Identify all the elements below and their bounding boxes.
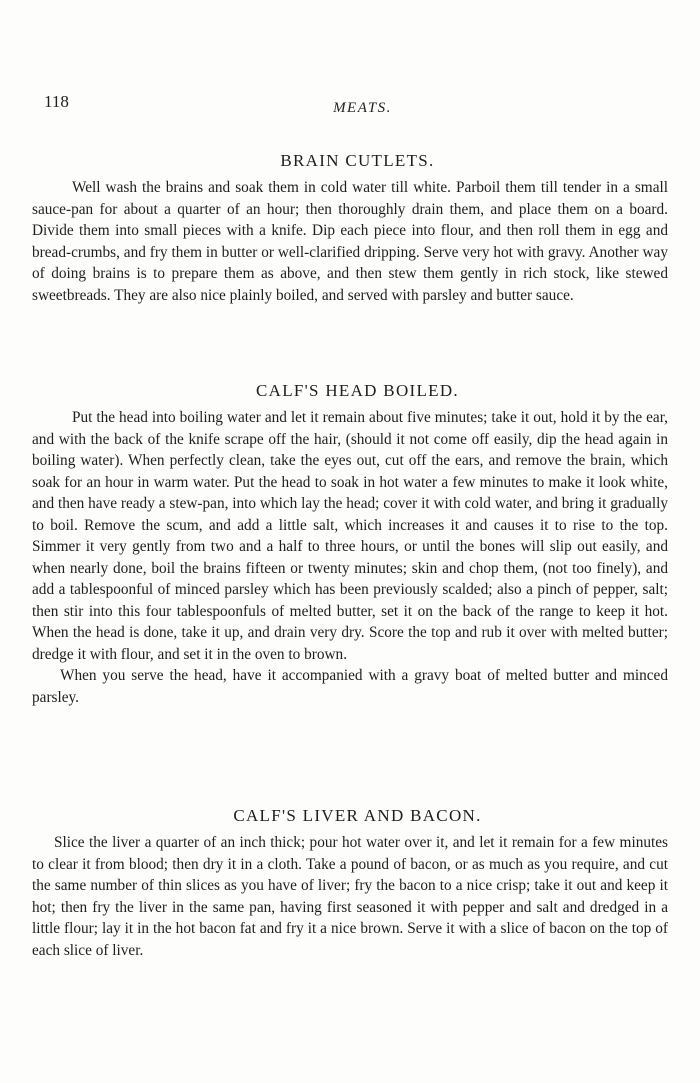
- section-calfs-head-boiled: [32, 381, 668, 708]
- section-brain-cutlets: [32, 151, 668, 306]
- section-title: CALF'S HEAD BOILED.: [256, 381, 459, 400]
- section-title: CALF'S LIVER AND BACON.: [233, 806, 482, 825]
- running-head: MEATS.: [333, 100, 392, 116]
- page-number: 118: [44, 92, 69, 111]
- paragraph: When you serve the head, have it accompanied with a gravy boat of melted butter and minced parsley.: [32, 667, 668, 706]
- paragraph: Slice the liver a quarter of an inch thick; pour hot water over it, and let it remain for a few minutes to clear it from blood; then dry it in a cloth. Take a pound of bacon, or as much as you require, and cut the same number of thin slices as you have of liver; fry the bacon to a nice crisp; take it out and keep it hot; then fry the liver in the same pan, having first seasoned it with pepper and salt and dredged in a little flour; lay it in the hot bacon fat and fry it a nice brown. Serve it with a slice of bacon on the top of each slice of liver.: [32, 834, 668, 959]
- section-calfs-liver-and-bacon: [32, 806, 668, 961]
- section-title: BRAIN CUTLETS.: [280, 151, 435, 170]
- paragraph: Well wash the brains and soak them in cold water till white. Parboil them till tender in a small sauce-pan for about a quarter of an hour; then thoroughly drain them, and place them on a board. Divide them into small pieces with a knife. Dip each piece into flour, and then roll them in egg and bread-crumbs, and fry them in butter or well-clarified dripping. Serve very hot with gravy. Another way of doing brains is to prepare them as above, and then stew them gently in rich stock, like stewed sweetbreads. They are also nice plainly boiled, and served with parsley and butter sauce.: [32, 179, 668, 304]
- paragraph: Put the head into boiling water and let it remain about five minutes; take it out, hold it by the ear, and with the back of the knife scrape off the hair, (should it not come off easily, dip the head again in boiling water). When perfectly clean, take the eyes out, cut off the ears, and remove the brain, which soak for an hour in warm water. Put the head to soak in hot water a few minutes to make it look white, and then have ready a stew-pan, into which lay the head; cover it with cold water, and bring it gradually to boil. Remove the scum, and add a little salt, which increases it and causes it to rise to the top. Simmer it very gently from two and a half to three hours, or until the bones will slip out easily, and when nearly done, boil the brains fifteen or twenty minutes; skin and chop them, (not too finely), and add a tablespoonful of minced parsley which has been previously scalded; also a pinch of pepper, salt; then stir into this four tablespoonfuls of melted butter, set it on the back of the range to keep it hot. When the head is done, take it up, and drain very dry. Score the top and rub it over with melted butter; dredge it with flour, and set it in the oven to brown.: [32, 409, 668, 663]
